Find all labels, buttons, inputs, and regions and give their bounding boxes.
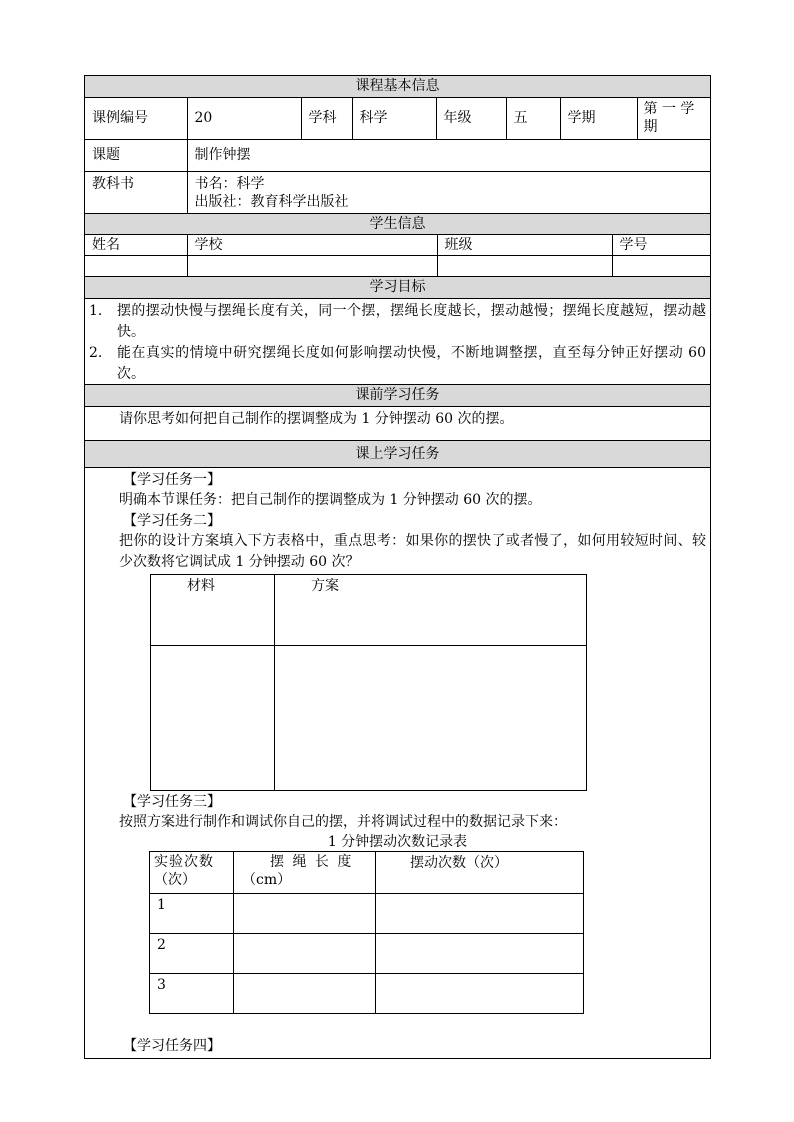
- record-swings-cell[interactable]: [376, 934, 584, 974]
- record-header-trials-line2: （次）: [154, 872, 196, 888]
- grade-label: 年级: [436, 97, 506, 139]
- task4-title: 【学习任务四】: [123, 1038, 221, 1054]
- record-row-number: 2: [150, 934, 234, 974]
- term-label: 学期: [560, 97, 637, 139]
- record-header-swings: 摆动次数（次）: [376, 852, 584, 894]
- name-label: 姓名: [85, 235, 187, 256]
- pre-task-text: 请你思考如何把自己制作的摆调整成为 1 分钟摆动 60 次的摆。: [119, 411, 514, 427]
- subject-label: 学科: [301, 97, 352, 139]
- plan-col-plan: 方案: [275, 575, 587, 646]
- term-line1: 第 一 学: [643, 101, 695, 117]
- publisher: 出版社：教育科学出版社: [194, 193, 349, 210]
- book-name: 书名：科学: [194, 175, 265, 192]
- case-no-value: 20: [187, 97, 301, 139]
- goal-item: [89, 343, 706, 385]
- goals-header: 学习目标: [85, 277, 710, 299]
- goal-number: 1.: [89, 303, 103, 319]
- id-field[interactable]: [612, 256, 710, 277]
- goals-list: [85, 299, 710, 385]
- name-field[interactable]: [85, 256, 187, 277]
- record-swings-cell[interactable]: [376, 894, 584, 934]
- grade-value: 五: [506, 97, 560, 139]
- lesson-sheet: [84, 75, 711, 1059]
- task2-title: 【学习任务二】: [123, 513, 221, 529]
- plan-plan-cell[interactable]: [275, 646, 587, 791]
- record-length-cell[interactable]: [234, 934, 376, 974]
- record-header-trials: [150, 852, 234, 894]
- task2-text: 把你的设计方案填入下方表格中，重点思考：如果你的摆快了或者慢了，如何用较短时间、较少次数将它调试成 1 分钟摆动 60 次？: [119, 533, 706, 570]
- goal-text: 能在真实的情境中研究摆绳长度如何影响摆动快慢，不断地调整摆，直至每分钟正好摆动 60 次。: [117, 345, 706, 382]
- class-task-header: 课上学习任务: [85, 441, 710, 468]
- task3-text: 按照方案进行制作和调试你自己的摆，并将调试过程中的数据记录下来：: [119, 814, 567, 830]
- plan-col-material: 材料: [151, 575, 275, 646]
- basic-info-header: 课程基本信息: [85, 76, 710, 97]
- class-label: 班级: [437, 235, 612, 256]
- subject-value: 科学: [352, 97, 436, 139]
- pre-task-body: [85, 407, 710, 441]
- basic-info-table: [85, 76, 710, 214]
- record-table: [149, 851, 584, 1014]
- textbook-label: 教科书: [85, 171, 187, 213]
- topic-value: 制作钟摆: [187, 139, 710, 171]
- plan-table: [150, 574, 587, 791]
- id-label: 学号: [612, 235, 710, 256]
- task1-text: 明确本节课任务：把自己制作的摆调整成为 1 分钟摆动 60 次的摆。: [119, 492, 542, 508]
- task3-title: 【学习任务三】: [123, 794, 221, 810]
- pre-task-header: 课前学习任务: [85, 385, 710, 407]
- topic-label: 课题: [85, 139, 187, 171]
- term-line2: 期: [643, 119, 658, 135]
- goal-text: 摆的摆动快慢与摆绳长度有关，同一个摆，摆绳长度越长，摆动越慢；摆绳长度越短，摆动越快。: [117, 303, 706, 340]
- term-value: [637, 97, 710, 139]
- record-swings-cell[interactable]: [376, 974, 584, 1014]
- goal-item: [89, 301, 706, 343]
- record-length-cell[interactable]: [234, 974, 376, 1014]
- record-length-cell[interactable]: [234, 894, 376, 934]
- school-field[interactable]: [187, 256, 437, 277]
- task1-title: 【学习任务一】: [123, 472, 221, 488]
- record-table-caption: 1 分钟摆动次数记录表: [327, 834, 468, 850]
- record-header-length-line1: 摆 绳 长 度: [270, 854, 354, 870]
- plan-material-cell[interactable]: [151, 646, 275, 791]
- record-row-number: 1: [150, 894, 234, 934]
- record-row-number: 3: [150, 974, 234, 1014]
- goal-number: 2.: [89, 345, 103, 361]
- record-header-length-line2: （cm）: [242, 872, 292, 888]
- case-no-label: 课例编号: [85, 97, 187, 139]
- school-label: 学校: [187, 235, 437, 256]
- textbook-value: [187, 171, 710, 213]
- record-header-length: [234, 852, 376, 894]
- class-field[interactable]: [437, 256, 612, 277]
- student-info-table: [85, 214, 710, 278]
- student-info-header: 学生信息: [85, 214, 710, 235]
- class-task-body: [85, 468, 710, 1056]
- record-header-trials-line1: 实验次数: [154, 854, 214, 870]
